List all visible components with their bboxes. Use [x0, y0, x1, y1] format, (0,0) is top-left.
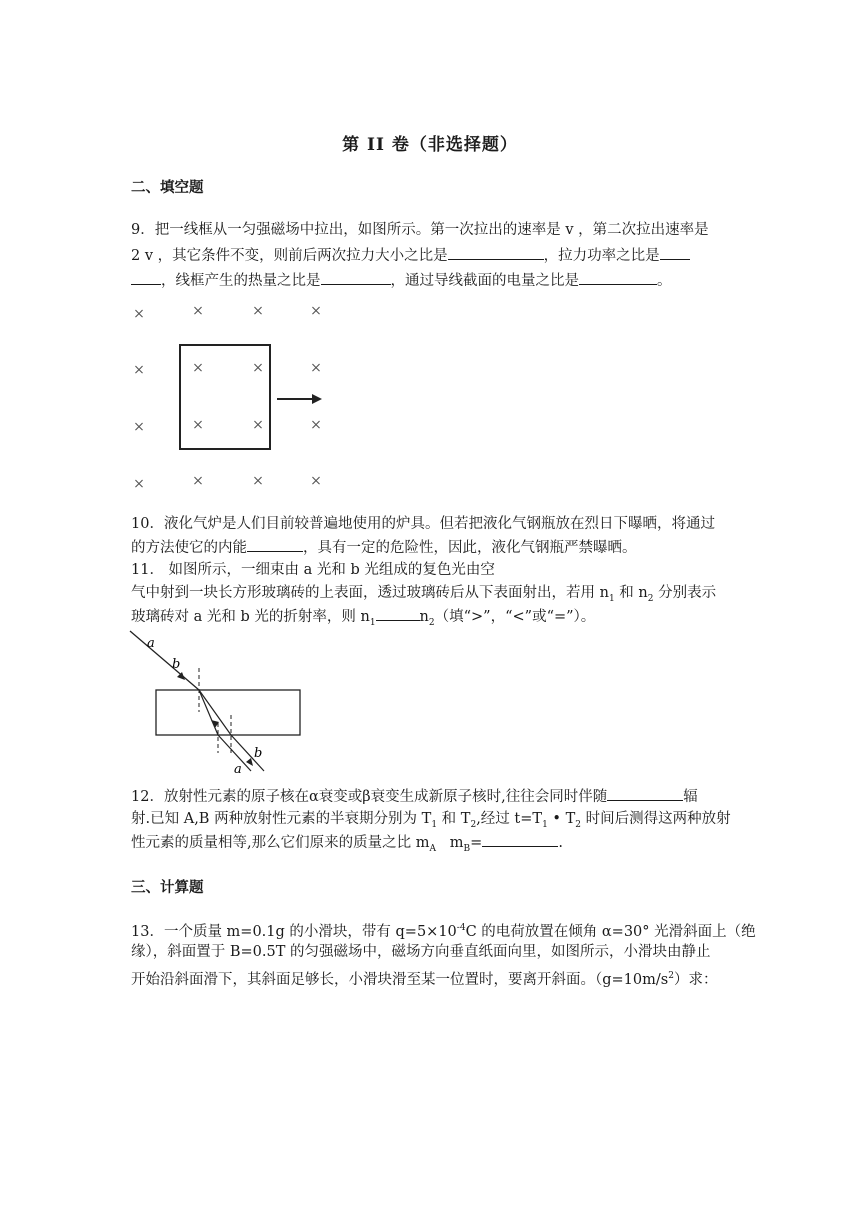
q9-line1: 9．把一线框从一匀强磁场中拉出，如图所示。第一次拉出的速率是 v ，第二次拉出速率是 [131, 222, 709, 238]
refraction-figure [125, 628, 310, 783]
answer-blank[interactable] [247, 537, 303, 552]
q12-line1: 12．放射性元素的原子核在α衰变或β衰变生成新原子核时,往往会同时伴随 辐 [131, 786, 698, 807]
field-marker: × [310, 473, 322, 489]
answer-blank[interactable] [579, 270, 657, 285]
field-marker: × [192, 417, 204, 433]
q11-line1: 11． 如图所示，一细束由 a 光和 b 光组成的复色光由空 [131, 562, 495, 578]
q9-line3: ，线框产生的热量之比是 ，通过导线截面的电量之比是 。 [131, 270, 672, 291]
incident-ray [130, 631, 199, 690]
section-heading-fill-in: 二、填空题 [131, 179, 204, 196]
field-marker: × [252, 473, 264, 489]
q11-line2: 气中射到一块长方形玻璃砖的上表面，透过玻璃砖后从下表面射出，若用 $n_1$ 和 $n_2$ 分别表示 [131, 585, 717, 604]
label-b-top: b [172, 657, 181, 672]
label-a-bottom: a [234, 762, 242, 777]
field-marker: × [310, 360, 322, 376]
answer-blank[interactable] [482, 832, 558, 847]
field-marker: × [310, 417, 322, 433]
arrow-head-icon [312, 394, 322, 404]
field-marker: × [310, 303, 322, 319]
field-marker: × [133, 306, 145, 322]
q12-line2: 射.已知 A,B 两种放射性元素的半衰期分别为 $T_1$ 和 $T_2$,经过 $t=T_1$ • $T_2$ 时间后测得这两种放射 [131, 811, 731, 830]
field-marker: × [133, 362, 145, 378]
field-marker: × [252, 417, 264, 433]
label-a-top: a [147, 636, 155, 651]
q13-line1: 13．一个质量 m=0.1g 的小滑块，带有 $q=5\times 10^{-4}C$ 的电荷放置在倾角 α=30° 光滑斜面上（绝 [131, 923, 756, 940]
field-marker: × [133, 419, 145, 435]
answer-blank[interactable] [131, 270, 161, 285]
page-title: 第 II 卷（非选择题） [342, 135, 518, 155]
q12-line3: 性元素的质量相等,那么它们原来的质量之比 $m_A$ $m_B=$ . [131, 832, 563, 859]
q13-line2: 缘），斜面置于 B=0.5T 的匀强磁场中，磁场方向垂直纸面向里，如图所示，小滑块由静止 [131, 944, 711, 960]
q10-line2: 的方法使它的内能 ，具有一定的危险性，因此，液化气钢瓶严禁曝晒。 [131, 537, 637, 558]
field-marker: × [252, 360, 264, 376]
answer-blank[interactable] [448, 245, 544, 260]
field-marker: × [192, 303, 204, 319]
answer-blank[interactable] [607, 786, 683, 801]
field-marker: × [192, 473, 204, 489]
magnetic-field-figure [125, 298, 335, 498]
answer-blank[interactable] [660, 245, 690, 260]
answer-blank[interactable] [321, 270, 391, 285]
field-marker: × [252, 303, 264, 319]
q9-line2: 2 v ，其它条件不变，则前后两次拉力大小之比是 ，拉力功率之比是 [131, 245, 690, 266]
label-b-bottom: b [254, 746, 263, 761]
answer-blank[interactable] [376, 606, 420, 621]
q13-line3: 开始沿斜面滑下，其斜面足够长，小滑块滑至某一位置时，要离开斜面。$(g=10m/s^2)$求： [131, 971, 718, 988]
q10-line1: 10．液化气炉是人们目前较普遍地使用的炉具。但若把液化气钢瓶放在烈日下曝晒，将通过 [131, 516, 715, 532]
field-marker: × [133, 476, 145, 492]
glass-block [156, 690, 300, 735]
field-marker: × [192, 360, 204, 376]
arrow-head-icon [246, 758, 253, 766]
section-heading-calculation: 三、计算题 [131, 879, 204, 896]
arrow-head-icon [177, 672, 185, 680]
q11-line3: 玻璃砖对 a 光和 b 光的折射率，则 $n_1$ $n_2$（填“>”，“<”或“=”）。 [131, 606, 595, 633]
